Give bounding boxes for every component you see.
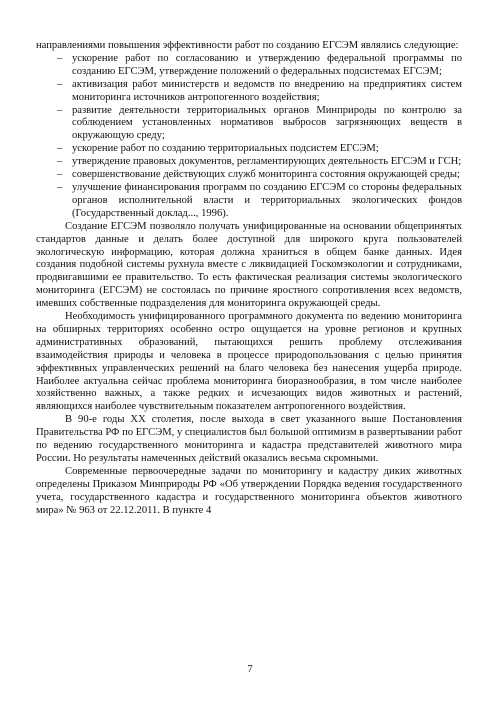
intro-text: направлениями повышения эффективности работ по созданию ЕГСЭМ являлись следующие: [36, 40, 459, 51]
paragraph: Современные первоочередные задачи по мониторингу и кадастру диких животных определены Приказом Минприроды РФ «Об утверждении Порядка ведения государственного учета, государственного кадастра и государственного мониторинга объектов животного мира» № 963 от 22.12.2011. В пункте 4 [36, 465, 462, 516]
page-body [36, 40, 462, 518]
bullet-list [36, 53, 462, 221]
paragraph: Создание ЕГСЭМ позволяло получать унифицированные на основании общепринятых стандартов данные и делать более доступной для широкого круга пользователей экологическую информацию, которая должна храниться в общем банке данных. Идея создания подобной системы рухнула вместе с ликвидацией Госкомэкологии и сотрудниками, продвигавшими ее правительство. То есть фактическая реализация системы экологического мониторинга (ЕГСЭМ) не состоялась по причине яростного сопротивления всех ведомств, имевших собственные подразделения для мониторинга окружающей среды. [36, 220, 462, 310]
list-item: – ускорение работ по созданию территориальных подсистем ЕГСЭМ; [72, 143, 462, 156]
page-number: 7 [247, 664, 253, 675]
paragraph: Необходимость унифицированного программного документа по ведению мониторинга на обширных территориях особенно остро ощущается на уровне регионов и крупных административных образований, пытающихся решить проблему отслеживания взаимодействия природы и человека в процессе природопользования с целью принятия эффективных управленческих решений на благо человека без нанесения ущерба природе. Наиболее актуальна сейчас проблема мониторинга биоразнообразия, в том числе наиболее хозяйственно важных, а также редких и исчезающих видов животных и растений, являющихся наиболее чувствительным показателем антропогенного воздействия. [36, 311, 462, 413]
list-item: – улучшение финансирования программ по созданию ЕГСЭМ со стороны федеральных органов исполнительной власти и территориальных экологических фондов (Государственный доклад..., 1996). [72, 182, 462, 221]
list-item: – ускорение работ по согласованию и утверждению федеральной программы по созданию ЕГСЭМ, утверждение положений о федеральных подсистемах ЕГСЭМ; [72, 53, 462, 79]
list-item: – развитие деятельности территориальных органов Минприроды по контролю за соблюдением установленных нормативов выбросов загрязняющих веществ в окружающую среду; [72, 105, 462, 144]
list-item: – совершенствование действующих служб мониторинга состояния окружающей среды; [72, 169, 462, 182]
list-item: – утверждение правовых документов, регламентирующих деятельность ЕГСЭМ и ГСН; [72, 156, 462, 169]
paragraph: В 90-е годы XX столетия, после выхода в свет указанного выше Постановления Правительства РФ по ЕГСЭМ, у специалистов был большой оптимизм в развертывании работ по ведению государственного мониторинга и кадастра представителей животного мира России. Но результаты намеченных действий оказались весьма скромными. [36, 414, 462, 464]
list-item: – активизация работ министерств и ведомств по внедрению на предприятиях систем мониторинга источников антропогенного воздействия; [72, 79, 462, 105]
